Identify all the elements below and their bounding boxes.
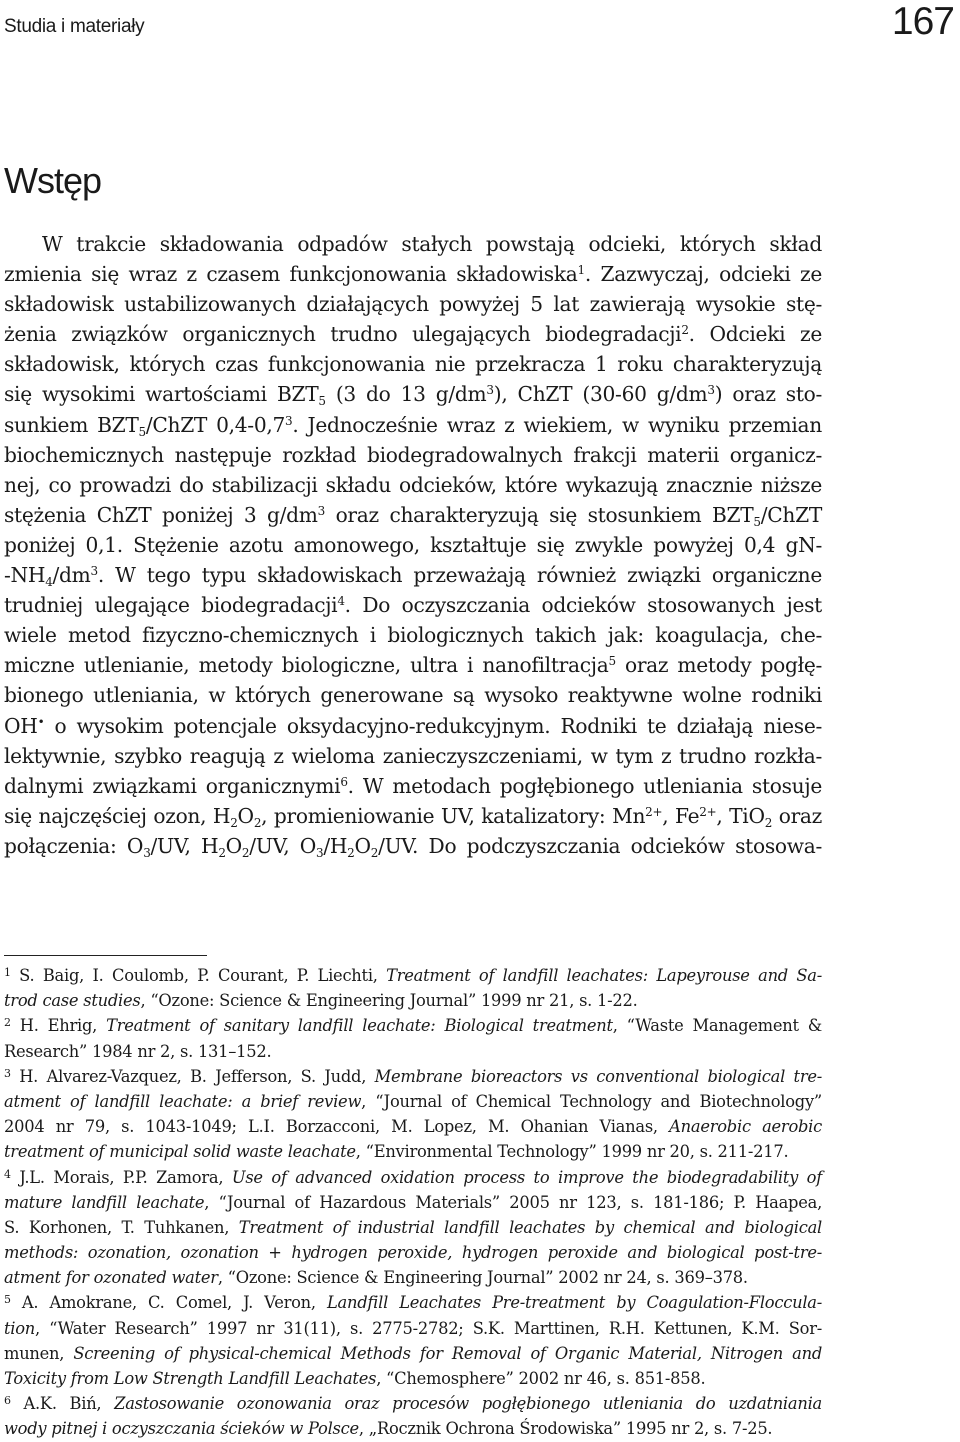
text-line: lektywnie, szybko reagują z wieloma zanieczyszczeniami, w tym z trudno rozkła-	[4, 743, 822, 768]
text-line: się wysokimi wartościami $BZT_5$ (3 do 13 $g/dm^3$), ChZT (30-60 $g/dm^3$) oraz sto-	[4, 382, 823, 409]
text-line: $-NH_4/dm^3$. W tego typu składowiskach przeważają również związki organiczne	[4, 563, 822, 590]
footnote-3-cont: treatment of municipal solid waste leachate, “Environmental Technology” 1999 nr 20, s. 211-217.	[4, 1142, 789, 1162]
text-line: wiele metod fizyczno-chemicznych i biologicznych takich jak: koagulacja, che-	[4, 623, 822, 648]
footnote-ref: 2	[681, 323, 689, 338]
text-line: zmienia się wraz z czasem funkcjonowania składowiska$^1$. Zazwyczaj, odcieki ze	[4, 262, 822, 287]
footnote-ref: 4	[337, 594, 345, 609]
text-line: miczne utlenianie, metody biologiczne, ultra i nanofiltracja$^5$ oraz metody pogłę-	[4, 653, 823, 678]
text-line: się najczęściej ozon, $H_2O_2$, promieniowanie UV, katalizatory: $Mn^{2+}$, $Fe^{2+}$, TiO$_2$ oraz	[4, 803, 822, 830]
footnote-6: $^6$ A.K. Biń, Zastosowanie ozonowania oraz procesów pogłębionego utleniania do uzdatniania	[4, 1394, 822, 1414]
text-line: stężenia ChZT poniżej 3 $g/dm^3$ oraz charakteryzują się stosunkiem $BZT_5$/ChZT	[4, 502, 823, 529]
text-line: biochemicznych następuje rozkład biodegradowalnych frakcji materii organicz-	[4, 442, 822, 467]
footnote-3-cont: atment of landfill leachate: a brief review, “Journal of Chemical Technology and Biotechnology”	[4, 1091, 822, 1111]
text-line: bionego utleniania, w których generowane są wysoko reaktywne wolne rodniki	[4, 683, 822, 708]
body-text	[4, 229, 822, 861]
footnote-4-cont: S. Korhonen, T. Tuhkanen, Treatment of industrial landfill leachates by chemical and biological	[4, 1217, 822, 1237]
footnote-ref: 6	[340, 774, 348, 789]
running-head: Studia i materiały	[4, 16, 145, 37]
footnote-4-cont: methods: ozonation, ozonation + hydrogen peroxide, hydrogen peroxide and biological post-tre-	[4, 1243, 822, 1263]
footnote-ref: 3	[285, 413, 293, 428]
page-number: 167	[891, 0, 954, 43]
text-line: połączenia: $O_3/UV$, $H_2O_2/UV$, $O_3/H_2O_2/UV$. Do podczyszczania odcieków stosowa-	[4, 833, 822, 860]
text-line: OH• o wysokim potencjale oksydacyjno-redukcyjnym. Rodniki te działają niese-	[4, 713, 822, 738]
footnotes	[4, 963, 822, 1442]
footnote-4: $^4$ J.L. Morais, P.P. Zamora, Use of advanced oxidation process to improve the biodegradability of	[4, 1167, 823, 1187]
footnote-5: $^5$ A. Amokrane, C. Comel, J. Veron, Landfill Leachates Pre-treatment by Coagulation-Floccula-	[4, 1293, 822, 1313]
text-line: składowisk ustabilizowanych działających powyżej 5 lat zawierają wysokie stę-	[4, 292, 822, 317]
footnote-4-cont: atment for ozonated water, “Ozone: Science & Engineering Journal” 2002 nr 24, s. 369–378.	[4, 1268, 748, 1288]
footnote-4-cont: mature landfill leachate, “Journal of Hazardous Materials” 2005 nr 123, s. 181-186; P. Haapea,	[4, 1192, 823, 1212]
footnote-ref: 5	[608, 654, 616, 669]
text-line: żenia związków organicznych trudno ulegających biodegradacji$^2$. Odcieki ze	[4, 322, 823, 347]
footnote-5-cont: munen, Screening of physical-chemical Methods for Removal of Organic Material, Nitrogen and	[4, 1343, 823, 1363]
footnote-6-cont: wody pitnej i oczyszczania ścieków w Polsce, „Rocznik Ochrona Środowiska” 1995 nr 2, s. 7-25.	[4, 1419, 773, 1439]
text-line: sunkiem $BZT_5$/ChZT $0,4-0,7^3$. Jednocześnie wraz z wiekiem, w wyniku przemian	[4, 412, 822, 439]
footnote-5-cont: Toxicity from Low Strength Landfill Leachates, “Chemosphere” 2002 nr 46, s. 851-858.	[4, 1369, 706, 1388]
footnote-ref: 1	[577, 263, 585, 278]
text-line: trudniej ulegające biodegradacji$^4$. Do oczyszczania odcieków stosowanych jest	[4, 593, 822, 618]
footnote-2: $^2$ H. Ehrig, Treatment of sanitary landfill leachate: Biological treatment, “Waste Management &	[4, 1016, 822, 1036]
section-title: Wstęp	[4, 160, 102, 201]
footnote-3: $^3$ H. Alvarez-Vazquez, B. Jefferson, S. Judd, Membrane bioreactors vs conventional biological tre-	[4, 1066, 822, 1086]
footnote-5-cont: tion, “Water Research” 1997 nr 31(11), s. 2775-2782; S.K. Marttinen, R.H. Kettunen, K.M. Sor-	[4, 1318, 822, 1338]
text-line: składowisk, których czas funkcjonowania nie przekracza 1 roku charakteryzują	[4, 352, 822, 377]
text-line: dalnymi związkami organicznymi$^6$. W metodach pogłębionego utleniania stosuje	[4, 773, 822, 798]
footnote-1: $^1$ S. Baig, I. Coulomb, P. Courant, P. Liechti, Treatment of landfill leachates: Lapeyrouse and Sa-	[4, 966, 822, 985]
footnote-1-cont: trod case studies, “Ozone: Science & Engineering Journal” 1999 nr 21, s. 1-22.	[4, 991, 638, 1011]
footnote-2-cont: Research” 1984 nr 2, s. 131–152.	[4, 1041, 272, 1061]
text-line: poniżej 0,1. Stężenie azotu amonowego, kształtuje się zwykle powyżej 0,4 gN-	[4, 532, 822, 557]
footnote-3-cont: 2004 nr 79, s. 1043-1049; L.I. Borzacconi, M. Lopez, M. Ohanian Vianas, Anaerobic aerobic	[4, 1117, 822, 1137]
text-line: W trakcie składowania odpadów stałych powstają odcieki, których skład	[42, 232, 822, 256]
text-line: nej, co prowadzi do stabilizacji składu odcieków, które wykazują znacznie niższe	[4, 472, 822, 497]
footnote-separator	[4, 955, 207, 956]
